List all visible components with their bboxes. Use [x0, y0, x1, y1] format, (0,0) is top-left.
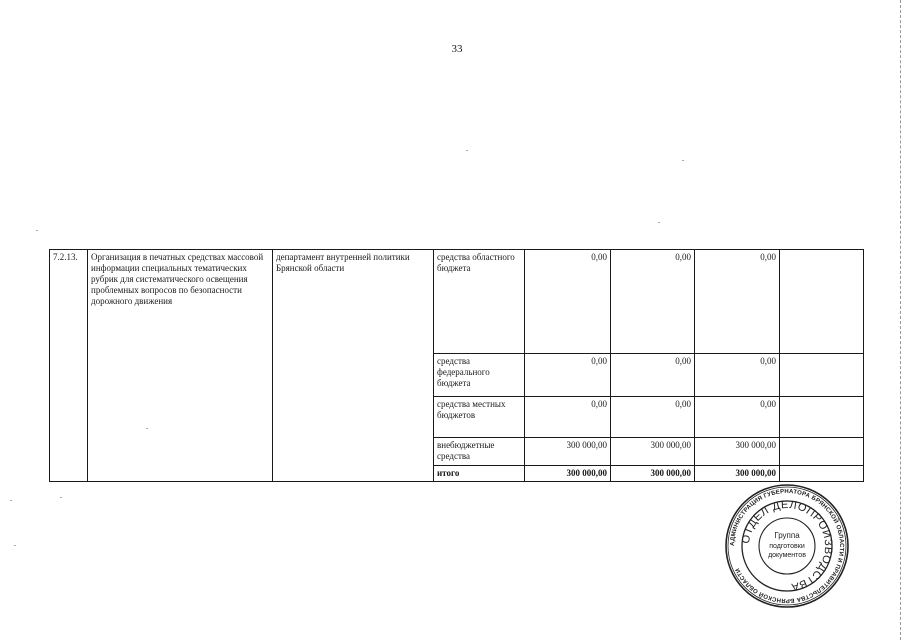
total-amount-cell: 300 000,00	[695, 466, 780, 482]
stamp-seal-icon	[724, 483, 850, 609]
empty-cell	[780, 354, 864, 397]
funding-source-cell: средства федерального бюджета	[434, 354, 525, 397]
stamp-center-line: подготовки	[769, 543, 805, 550]
item-number-cell: 7.2.13.	[50, 250, 88, 482]
amount-cell: 0,00	[611, 397, 695, 438]
amount-cell: 0,00	[611, 250, 695, 354]
amount-cell: 0,00	[525, 397, 611, 438]
empty-cell	[780, 466, 864, 482]
measure-cell: Организация в печатных средствах массовой информации специальных тематических рубрик для систематического освещения проблемных вопросов по безопасности дорожного движения	[88, 250, 273, 482]
funding-source-cell: итого	[434, 466, 525, 482]
amount-cell: 0,00	[525, 354, 611, 397]
empty-cell	[780, 438, 864, 466]
table-row	[50, 250, 864, 354]
scan-edge-line	[899, 0, 901, 640]
stamp-center-line: Группа	[774, 531, 800, 540]
amount-cell: 0,00	[695, 397, 780, 438]
page-number: 33	[451, 43, 463, 55]
budget-table	[49, 249, 864, 482]
funding-source-cell: средства областного бюджета	[434, 250, 525, 354]
amount-cell: 0,00	[611, 354, 695, 397]
total-amount-cell: 300 000,00	[611, 466, 695, 482]
stamp-outer-text: АДМИНИСТРАЦИЯ ГУБЕРНАТОРА БРЯНСКОЙ ОБЛАСТИ И ПРАВИТЕЛЬСТВА БРЯНСКОЙ ОБЛАСТИ	[729, 488, 845, 604]
empty-cell	[780, 397, 864, 438]
amount-cell: 300 000,00	[611, 438, 695, 466]
total-amount-cell: 300 000,00	[525, 466, 611, 482]
amount-cell: 0,00	[695, 354, 780, 397]
office-stamp	[724, 483, 850, 609]
funding-source-cell: внебюджетные средства	[434, 438, 525, 466]
funding-source-cell: средства местных бюджетов	[434, 397, 525, 438]
executor-cell: департамент внутренней политики Брянской области	[273, 250, 434, 482]
stamp-ring-text: ОТДЕЛ ДЕЛОПРОИЗВОДСТВА	[739, 498, 835, 593]
empty-cell	[780, 250, 864, 354]
amount-cell: 300 000,00	[525, 438, 611, 466]
amount-cell: 300 000,00	[695, 438, 780, 466]
amount-cell: 0,00	[525, 250, 611, 354]
stamp-center-line: документов	[768, 552, 806, 559]
amount-cell: 0,00	[695, 250, 780, 354]
